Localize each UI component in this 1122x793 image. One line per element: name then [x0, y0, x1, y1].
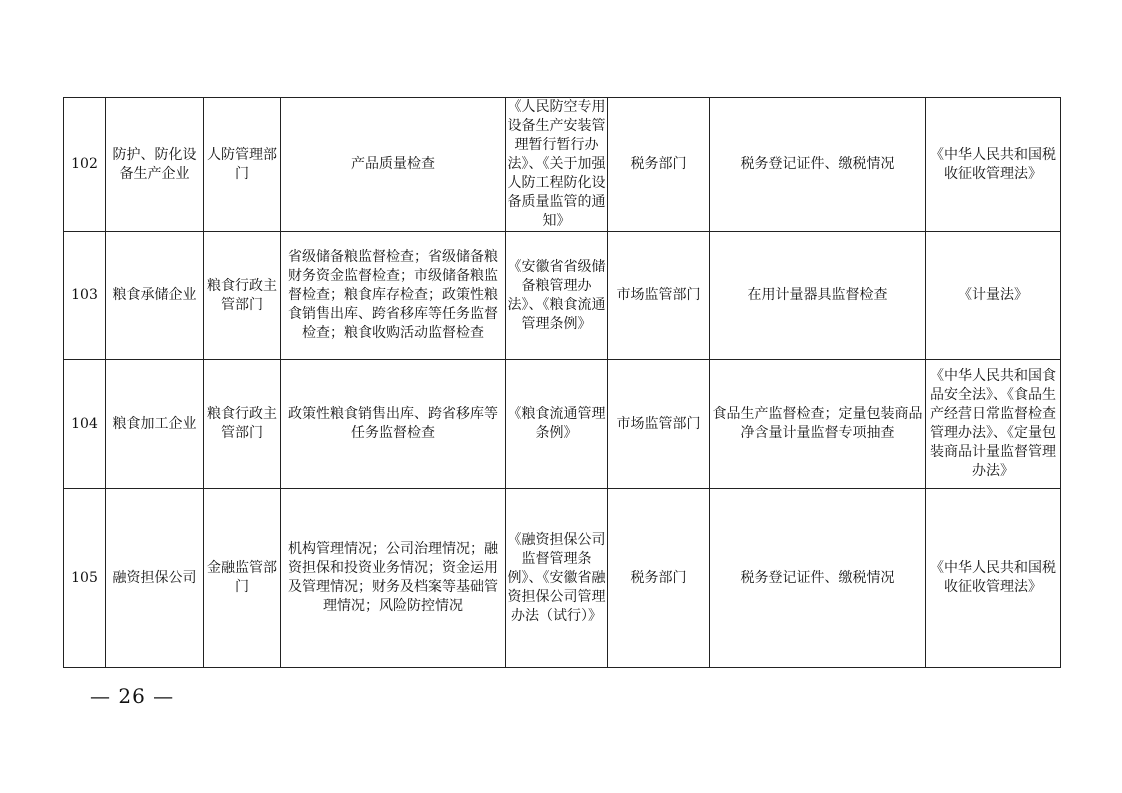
responsible-dept: 金融监管部门	[204, 489, 281, 668]
row-number: 105	[64, 489, 106, 668]
table-row	[64, 232, 1061, 360]
enterprise-type: 融资担保公司	[106, 489, 204, 668]
dash-left: —	[90, 684, 111, 708]
enterprise-type: 粮食承储企业	[106, 232, 204, 360]
enterprise-type: 防护、防化设备生产企业	[106, 98, 204, 232]
inspection-table	[63, 97, 1061, 668]
page-number: 26	[118, 684, 146, 708]
legal-basis: 《安徽省省级储备粮管理办法》、《粮食流通管理条例》	[506, 232, 608, 360]
row-number: 104	[64, 360, 106, 489]
page-number-footer	[90, 684, 174, 708]
cooperating-basis: 《中华人民共和国食品安全法》、《食品生产经营日常监督检查管理办法》、《定量包装商品计量监督管理办法》	[926, 360, 1061, 489]
cooperating-dept: 市场监管部门	[608, 232, 710, 360]
table-row	[64, 360, 1061, 489]
cooperating-item: 税务登记证件、缴税情况	[710, 98, 926, 232]
responsible-dept: 粮食行政主管部门	[204, 360, 281, 489]
legal-basis: 《人民防空专用设备生产安装管理暂行暂行办法》、《关于加强人防工程防化设备质量监管的通知》	[506, 98, 608, 232]
responsible-dept: 粮食行政主管部门	[204, 232, 281, 360]
responsible-dept: 人防管理部门	[204, 98, 281, 232]
table-row	[64, 489, 1061, 668]
dash-right: —	[153, 684, 175, 708]
cooperating-dept: 税务部门	[608, 489, 710, 668]
cooperating-basis: 《计量法》	[926, 232, 1061, 360]
legal-basis: 《融资担保公司监督管理条例》、《安徽省融资担保公司管理办法（试行）》	[506, 489, 608, 668]
cooperating-dept: 税务部门	[608, 98, 710, 232]
cooperating-basis: 《中华人民共和国税收征收管理法》	[926, 489, 1061, 668]
inspection-item: 省级储备粮监督检查；省级储备粮财务资金监督检查；市级储备粮监督检查；粮食库存检查；政策性粮食销售出库、跨省移库等任务监督检查；粮食收购活动监督检查	[281, 232, 506, 360]
cooperating-item: 在用计量器具监督检查	[710, 232, 926, 360]
table-row	[64, 98, 1061, 232]
legal-basis: 《粮食流通管理条例》	[506, 360, 608, 489]
enterprise-type: 粮食加工企业	[106, 360, 204, 489]
cooperating-item: 食品生产监督检查；定量包装商品净含量计量监督专项抽查	[710, 360, 926, 489]
cooperating-item: 税务登记证件、缴税情况	[710, 489, 926, 668]
inspection-item: 产品质量检查	[281, 98, 506, 232]
cooperating-dept: 市场监管部门	[608, 360, 710, 489]
row-number: 103	[64, 232, 106, 360]
row-number: 102	[64, 98, 106, 232]
inspection-item: 政策性粮食销售出库、跨省移库等任务监督检查	[281, 360, 506, 489]
inspection-item: 机构管理情况；公司治理情况；融资担保和投资业务情况；资金运用及管理情况；财务及档案等基础管理情况；风险防控情况	[281, 489, 506, 668]
cooperating-basis: 《中华人民共和国税收征收管理法》	[926, 98, 1061, 232]
